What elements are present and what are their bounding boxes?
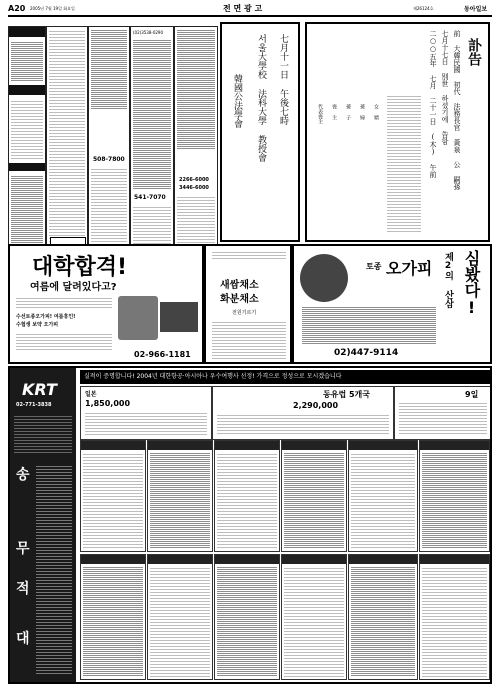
listing-block bbox=[147, 440, 213, 552]
phone-3446: 3446-6000 bbox=[179, 185, 209, 191]
phone-508: 508-7800 bbox=[93, 156, 125, 163]
travel-phone: 02-771-3838 bbox=[16, 402, 52, 408]
page-header bbox=[8, 3, 492, 17]
listing-block bbox=[281, 440, 347, 552]
tour-europe-title: 동유럽 5개국 bbox=[323, 390, 370, 399]
mourner-label-1: 代表喪主 bbox=[317, 104, 323, 124]
doctor-photo bbox=[118, 296, 158, 340]
classified-column-4 bbox=[130, 26, 174, 264]
classified-column-3 bbox=[88, 26, 130, 264]
ogapi-name: 오가피 bbox=[386, 259, 433, 278]
listing-block bbox=[281, 554, 347, 680]
listing-block bbox=[419, 554, 490, 680]
college-admission-ad bbox=[8, 244, 204, 364]
listing-block bbox=[214, 440, 280, 552]
tour-japan bbox=[80, 386, 212, 440]
herbal-vegetable-ad bbox=[204, 244, 292, 364]
tour-japan-price: 1,850,000 bbox=[85, 399, 131, 408]
column-1-header bbox=[9, 27, 45, 37]
phone-541: 541-7070 bbox=[134, 194, 166, 201]
travel-logo: KRT bbox=[22, 380, 57, 399]
herbal-caption: 전원기르기 bbox=[232, 310, 257, 316]
tour-europe-price: 2,290,000 bbox=[293, 401, 339, 410]
herbal-title-1: 새쌈채소 bbox=[220, 280, 259, 291]
listing-block bbox=[80, 440, 146, 552]
ogapi-ad bbox=[292, 244, 492, 364]
listing-block bbox=[348, 440, 418, 552]
obituary-title: 訃告 bbox=[466, 38, 482, 66]
issue-number: 제26124호 bbox=[413, 6, 434, 11]
product-box bbox=[160, 302, 198, 332]
page-number: A20 bbox=[8, 4, 26, 13]
travel-side-word-3: 적 bbox=[16, 581, 30, 597]
memorial-col-2: 서울大學校 法科大學 教授會 bbox=[256, 34, 266, 162]
ogapi-phone: 02)447-9114 bbox=[334, 348, 399, 358]
ogapi-vertical-1: 제2의 산삼 bbox=[443, 252, 453, 308]
classified-column-5 bbox=[174, 26, 218, 264]
memorial-col-1: 七月十一日 午後七時 bbox=[278, 34, 288, 125]
phone-2266: 2266-6000 bbox=[179, 177, 209, 183]
mourners-table bbox=[313, 94, 423, 234]
classified-column-2 bbox=[46, 26, 88, 264]
college-line-2: 수험생 보약 오가피 bbox=[16, 322, 59, 328]
mourner-label-2: 喪 主 bbox=[331, 104, 337, 120]
classified-column-1 bbox=[8, 26, 46, 264]
obituary-notice bbox=[305, 22, 490, 242]
travel-banner-text: 실적이 증명합니다! 2004년 대한항공·아시아나 우수여행사 선정! 가격으로 정성으로 모시겠습니다 bbox=[84, 373, 342, 380]
ogapi-brand: 토종 bbox=[366, 262, 382, 271]
listing-block bbox=[214, 554, 280, 680]
memorial-notice bbox=[220, 22, 300, 242]
section-title: 전 면 광 고 bbox=[223, 4, 263, 13]
tour-europe bbox=[212, 386, 394, 440]
travel-side-word-1: 송 bbox=[16, 467, 30, 483]
travel-ad bbox=[8, 366, 492, 684]
phone-3538: (02)3538-0290 bbox=[133, 30, 164, 35]
listing-block bbox=[80, 554, 146, 680]
obituary-line-2: 七月十七日 別世 하셨기에 告함 bbox=[441, 30, 449, 145]
herbal-title-2: 화분채소 bbox=[220, 294, 259, 305]
newspaper-name: 동아일보 bbox=[464, 6, 488, 13]
college-phone: 02-966-1181 bbox=[134, 350, 191, 359]
obituary-line-1: 前 大韓民國 初代 法務長官 黃泉 公 嗣孫 bbox=[453, 30, 461, 190]
travel-left-rail bbox=[10, 368, 76, 682]
ogapi-vertical-2: 심봤다! bbox=[462, 250, 481, 317]
ogapi-logo-circle bbox=[300, 254, 348, 302]
tour-japan-title: 일본 bbox=[85, 391, 97, 398]
memorial-col-3: 韓國公法學會 bbox=[232, 74, 242, 128]
tour-9days-title: 9일 bbox=[465, 390, 479, 399]
listing-block bbox=[419, 440, 490, 552]
travel-banner bbox=[80, 370, 490, 384]
college-line-1: 수선토종오가피! 여름휴인! bbox=[16, 314, 76, 320]
travel-side-word-4: 대 bbox=[16, 631, 30, 647]
mourner-label-3: 孫 子 bbox=[345, 104, 351, 120]
listing-block bbox=[348, 554, 418, 680]
mourner-label-4: 孫 婦 bbox=[359, 104, 365, 120]
travel-side-word-2: 무 bbox=[16, 541, 30, 557]
listing-block bbox=[147, 554, 213, 680]
page-date: 2005년 7월 19일 화요일 bbox=[30, 6, 75, 11]
tour-9days bbox=[394, 386, 492, 440]
college-headline: 대학합격! bbox=[32, 255, 128, 280]
obituary-line-3: 二○○五年 七月 二十一日 (木) 午前 bbox=[429, 30, 437, 178]
mourner-label-5: 女 婿 bbox=[373, 104, 379, 120]
college-subhead: 여름에 달려있다고? bbox=[30, 282, 117, 293]
